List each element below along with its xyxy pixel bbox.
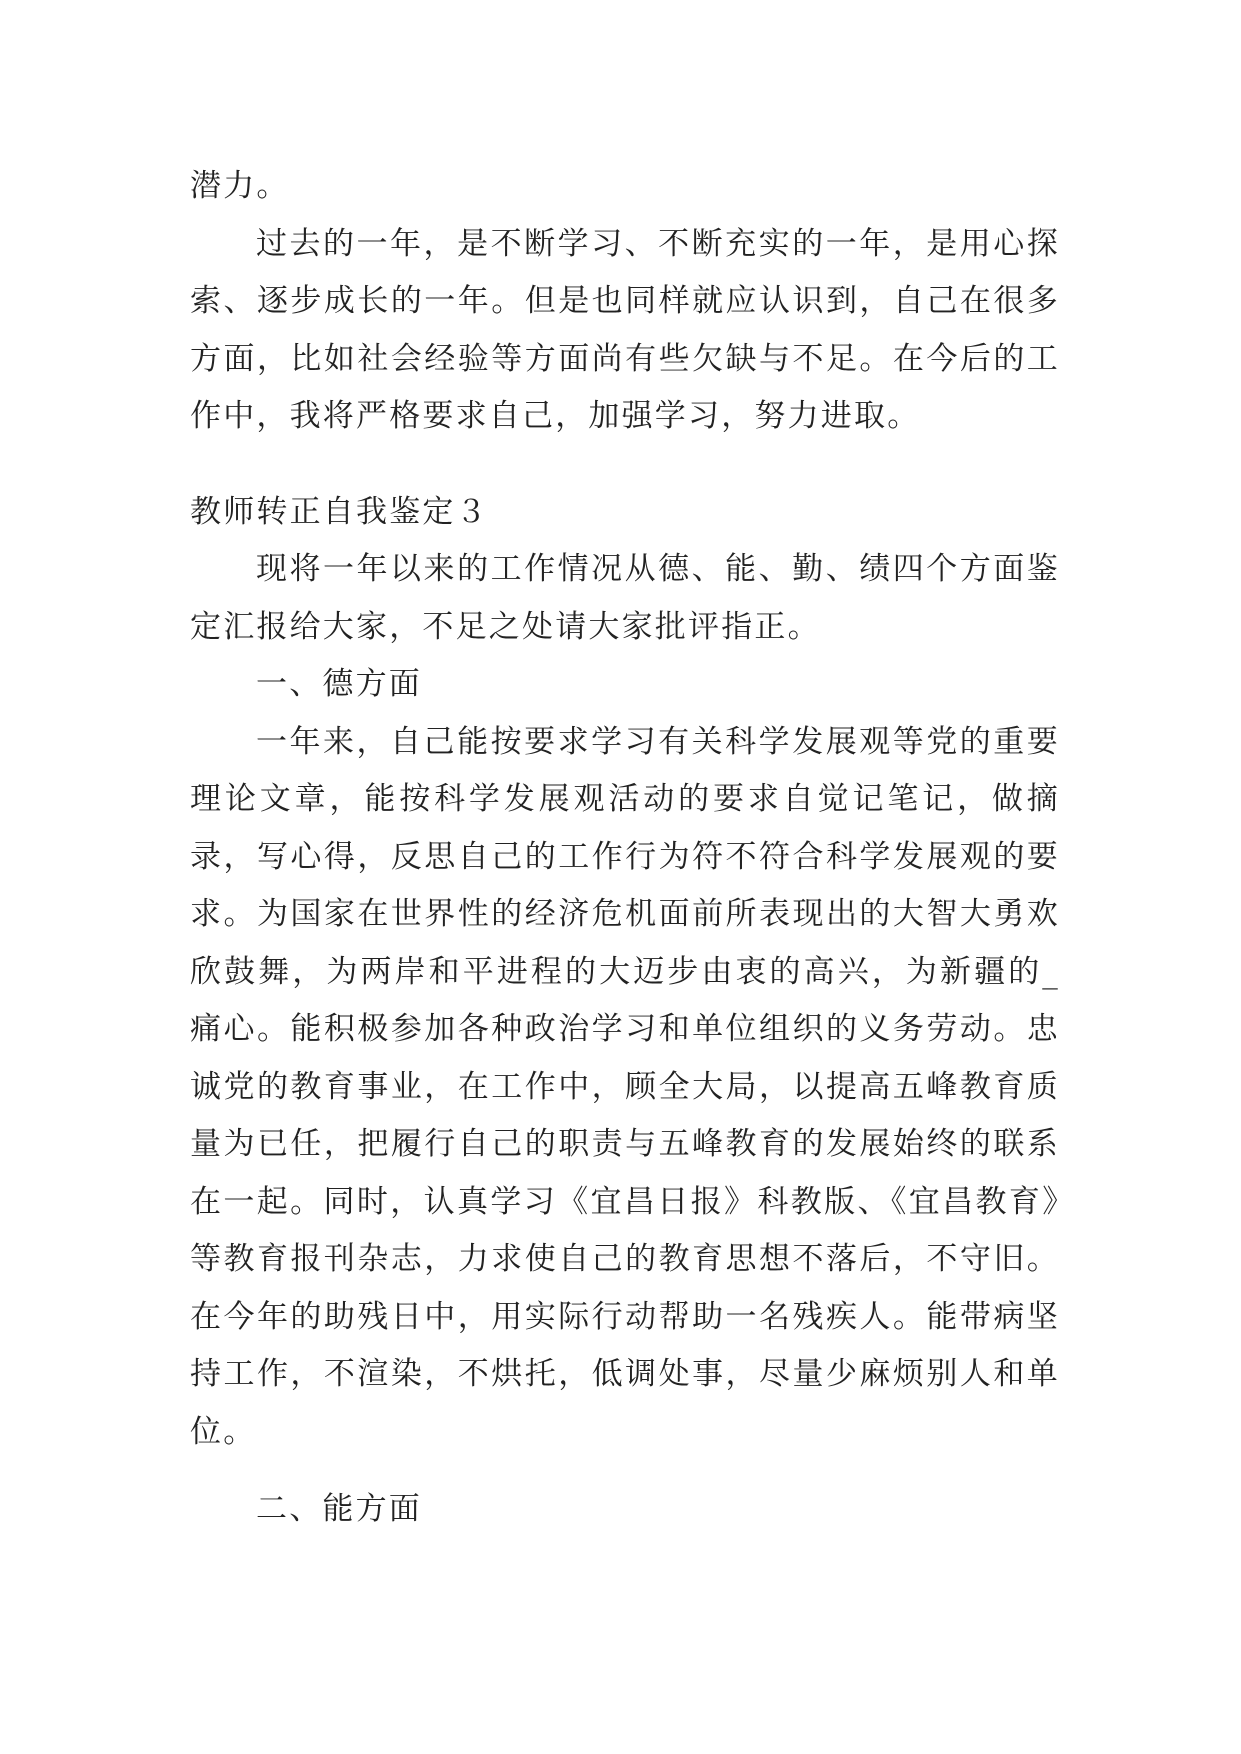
paragraph-intro: 现将一年以来的工作情况从德、能、勤、绩四个方面鉴定汇报给大家，不足之处请大家批评指正。 — [190, 551, 1060, 645]
document-body — [190, 158, 1060, 1539]
heading-virtue: 一、德方面 — [256, 666, 422, 702]
continuation-text: 潜力。 — [190, 168, 290, 204]
paragraph-virtue: 一年来，自己能按要求学习有关科学发展观等党的重要理论文章，能按科学发展观活动的要求自觉记笔记，做摘录，写心得，反思自己的工作行为符不符合科学发展观的要求。为国家在世界性的经济危机面前所表现出的大智大勇欢欣鼓舞，为两岸和平进程的大迈步由衷的高兴，为新疆的_痛心。能积极参加各种政治学习和单位组织的义务劳动。忠诚党的教育事业，在工作中，顾全大局，以提高五峰教育质量为已任，把履行自己的职责与五峰教育的发展始终的联系在一起。同时，认真学习《宜昌日报》科教版、《宜昌教育》等教育报刊杂志，力求使自己的教育思想不落后，不守旧。在今年的助残日中，用实际行动帮助一名残疾人。能带病坚持工作，不渲染，不烘托，低调处事，尽量少麻烦别人和单位。 — [190, 723, 1060, 1450]
paragraph-past-year: 过去的一年，是不断学习、不断充实的一年，是用心探索、逐步成长的一年。但是也同样就应认识到，自己在很多方面，比如社会经验等方面尚有些欠缺与不足。在今后的工作中，我将严格要求自己，加强学习，努力进取。 — [190, 225, 1060, 434]
heading-ability: 二、能方面 — [256, 1491, 422, 1527]
section-title: 教师转正自我鉴定３ — [190, 493, 489, 530]
